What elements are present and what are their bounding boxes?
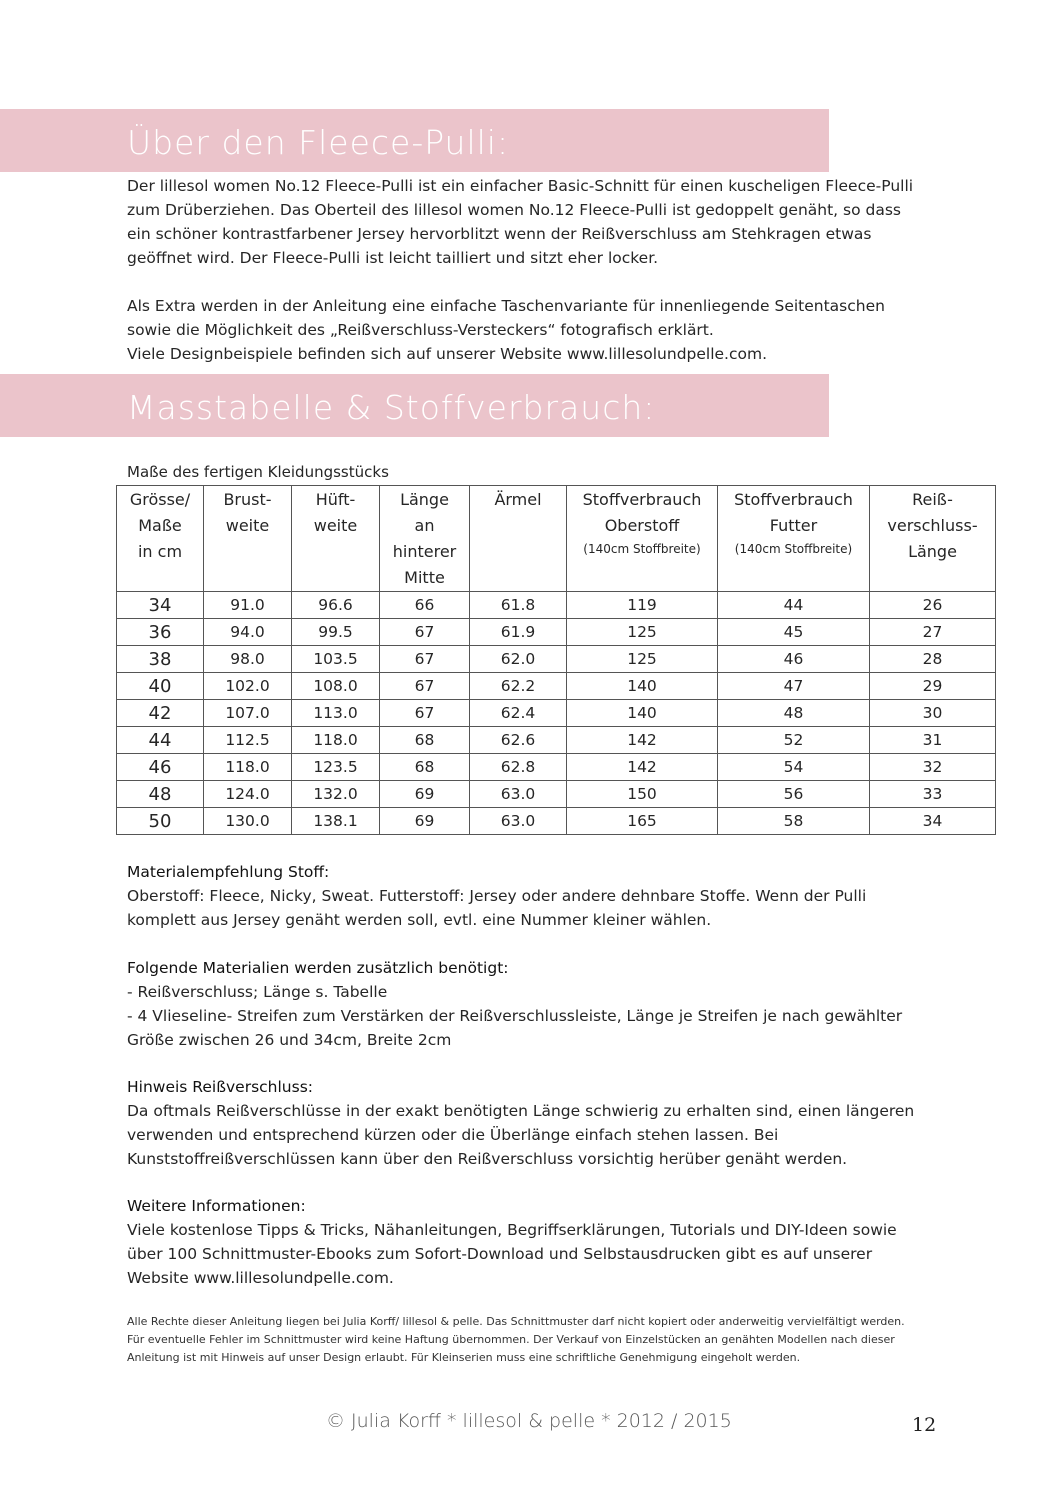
table-cell: 67	[380, 700, 470, 727]
text-line: Der lillesol women No.12 Fleece-Pulli ist ein einfacher Basic-Schnitt für einen kuscheligen Fleece-Pulli	[127, 177, 914, 195]
column-header-line: Oberstoff	[604, 516, 680, 535]
extras-section	[127, 956, 947, 1052]
table-cell: 26	[870, 592, 996, 619]
zipper-note-heading: Hinweis Reißverschluss:	[127, 1078, 313, 1096]
zipper-note-section	[127, 1075, 947, 1171]
footer-copyright: © Julia Korff * lillesol & pelle * 2012 / 2015	[326, 1410, 732, 1432]
table-header-row	[117, 486, 996, 592]
table-cell: 27	[870, 619, 996, 646]
table-title: Masstabelle & Stoffverbrauch:	[127, 388, 656, 427]
table-cell: 67	[380, 619, 470, 646]
column-header-line: Ärmel	[494, 490, 542, 509]
table-cell: 29	[870, 673, 996, 700]
table-cell: 138.1	[292, 808, 380, 835]
text-line: komplett aus Jersey genäht werden soll, evtl. eine Nummer kleiner wählen.	[127, 911, 712, 929]
table-cell: 99.5	[292, 619, 380, 646]
table-cell: 67	[380, 646, 470, 673]
size-cell: 34	[117, 592, 204, 619]
table-cell: 52	[718, 727, 870, 754]
column-header-line: in cm	[137, 542, 183, 561]
text-line: Als Extra werden in der Anleitung eine einfache Taschenvariante für innenliegende Seitentaschen	[127, 297, 885, 315]
table-cell: 28	[870, 646, 996, 673]
text-line: ein schöner kontrastfarbener Jersey hervorblitzt wenn der Reißverschluss am Stehkragen etwas	[127, 225, 872, 243]
table-cell: 142	[567, 727, 718, 754]
legal-line: Anleitung ist mit Hinweis auf unser Design erlaubt. Für Kleinserien muss eine schriftliche Genehmigung eingeholt werden.	[127, 1351, 801, 1364]
table-cell: 63.0	[470, 808, 567, 835]
table-row	[117, 619, 996, 646]
table-cell: 68	[380, 727, 470, 754]
size-cell: 36	[117, 619, 204, 646]
table-cell: 62.2	[470, 673, 567, 700]
column-header-line: Maße	[138, 516, 182, 535]
table-cell: 56	[718, 781, 870, 808]
table-row	[117, 646, 996, 673]
extras-heading: Folgende Materialien werden zusätzlich benötigt:	[127, 959, 509, 977]
text-line: sowie die Möglichkeit des „Reißverschluss-Versteckers“ fotografisch erklärt.	[127, 321, 714, 339]
column-header	[567, 486, 718, 592]
size-cell: 38	[117, 646, 204, 673]
table-cell: 58	[718, 808, 870, 835]
text-line: verwenden und entsprechend kürzen oder die Überlänge einfach stehen lassen. Bei	[127, 1126, 779, 1144]
column-header-line: Hüft-	[315, 490, 356, 509]
table-cell: 31	[870, 727, 996, 754]
column-header	[470, 486, 567, 592]
table-cell: 130.0	[204, 808, 292, 835]
legal-notice	[127, 1313, 957, 1367]
table-cell: 112.5	[204, 727, 292, 754]
table-row	[117, 592, 996, 619]
size-cell: 42	[117, 700, 204, 727]
about-paragraph-2	[127, 294, 927, 366]
table-cell: 34	[870, 808, 996, 835]
table-cell: 91.0	[204, 592, 292, 619]
size-cell: 48	[117, 781, 204, 808]
text-line: Viele Designbeispiele befinden sich auf unserer Website www.lillesolundpelle.com.	[127, 345, 768, 363]
table-cell: 108.0	[292, 673, 380, 700]
column-header-note: (140cm Stoffbreite)	[583, 542, 701, 556]
size-cell: 44	[117, 727, 204, 754]
more-info-section	[127, 1194, 947, 1290]
column-header-line: weite	[225, 516, 270, 535]
legal-line: Für eventuelle Fehler im Schnittmuster wird keine Haftung übernommen. Der Verkauf von Einzelstücken an genähten Modellen nach dieser	[127, 1333, 895, 1346]
column-header	[117, 486, 204, 592]
table-row	[117, 673, 996, 700]
column-header-line: hinterer	[392, 542, 457, 561]
table-cell: 44	[718, 592, 870, 619]
about-banner	[0, 109, 829, 172]
text-line: geöffnet wird. Der Fleece-Pulli ist leicht tailliert und sitzt eher locker.	[127, 249, 659, 267]
column-header-note: (140cm Stoffbreite)	[734, 542, 853, 556]
text-line: Kunststoffreißverschlüssen kann über den Reißverschluss vorsichtig herüber genäht werden.	[127, 1150, 848, 1168]
text-line: über 100 Schnittmuster-Ebooks zum Sofort-Download und Selbstausdrucken gibt es auf unserer	[127, 1245, 873, 1263]
table-cell: 32	[870, 754, 996, 781]
table-cell: 123.5	[292, 754, 380, 781]
table-cell: 61.9	[470, 619, 567, 646]
legal-line: Alle Rechte dieser Anleitung liegen bei Julia Korff/ lillesol & pelle. Das Schnittmuster darf nicht kopiert oder anderweitig vervielfältigt werden.	[127, 1315, 905, 1328]
table-cell: 125	[567, 646, 718, 673]
column-header-line: Grösse/	[129, 490, 191, 509]
table-cell: 102.0	[204, 673, 292, 700]
column-header-line: Reiß-	[912, 490, 953, 509]
text-line: Website www.lillesolundpelle.com.	[127, 1269, 394, 1287]
text-line: Größe zwischen 26 und 34cm, Breite 2cm	[127, 1031, 452, 1049]
size-cell: 46	[117, 754, 204, 781]
column-header-line: Brust-	[223, 490, 272, 509]
column-header-line: Futter	[769, 516, 818, 535]
table-cell: 94.0	[204, 619, 292, 646]
text-line: - Reißverschluss; Länge s. Tabelle	[127, 983, 388, 1001]
table-cell: 67	[380, 673, 470, 700]
material-section	[127, 860, 947, 932]
table-cell: 142	[567, 754, 718, 781]
size-cell: 40	[117, 673, 204, 700]
table-cell: 33	[870, 781, 996, 808]
table-cell: 69	[380, 808, 470, 835]
table-row	[117, 754, 996, 781]
table-row	[117, 781, 996, 808]
table-row	[117, 727, 996, 754]
table-cell: 62.6	[470, 727, 567, 754]
table-cell: 54	[718, 754, 870, 781]
table-cell: 62.0	[470, 646, 567, 673]
column-header-line: Stoffverbrauch	[582, 490, 702, 509]
column-header-line: an	[414, 516, 435, 535]
table-cell: 132.0	[292, 781, 380, 808]
more-info-heading: Weitere Informationen:	[127, 1197, 306, 1215]
column-header	[718, 486, 870, 592]
text-line: zum Drüberziehen. Das Oberteil des lillesol women No.12 Fleece-Pulli ist gedoppelt genäht, so dass	[127, 201, 902, 219]
table-cell: 96.6	[292, 592, 380, 619]
table-cell: 150	[567, 781, 718, 808]
table-cell: 46	[718, 646, 870, 673]
size-table	[116, 485, 996, 835]
table-cell: 140	[567, 700, 718, 727]
table-row	[117, 700, 996, 727]
table-cell: 68	[380, 754, 470, 781]
table-cell: 113.0	[292, 700, 380, 727]
table-cell: 165	[567, 808, 718, 835]
text-line: Da oftmals Reißverschlüsse in der exakt benötigten Länge schwierig zu erhalten sind, einen längeren	[127, 1102, 915, 1120]
text-line: Viele kostenlose Tipps & Tricks, Nähanleitungen, Begriffserklärungen, Tutorials und DIY-Ideen sowie	[127, 1221, 897, 1239]
column-header-line: weite	[313, 516, 358, 535]
table-banner	[0, 374, 829, 437]
table-cell: 30	[870, 700, 996, 727]
table-cell: 48	[718, 700, 870, 727]
table-cell: 62.8	[470, 754, 567, 781]
column-header	[380, 486, 470, 592]
column-header-line: verschluss-	[887, 516, 978, 535]
table-cell: 124.0	[204, 781, 292, 808]
column-header	[204, 486, 292, 592]
table-cell: 66	[380, 592, 470, 619]
table-cell: 45	[718, 619, 870, 646]
table-cell: 47	[718, 673, 870, 700]
about-title: Über den Fleece-Pulli:	[127, 123, 510, 162]
table-row	[117, 808, 996, 835]
table-cell: 61.8	[470, 592, 567, 619]
table-caption: Maße des fertigen Kleidungsstücks	[127, 463, 389, 481]
table-cell: 69	[380, 781, 470, 808]
table-cell: 118.0	[292, 727, 380, 754]
about-paragraph-1	[127, 174, 927, 270]
table-cell: 125	[567, 619, 718, 646]
column-header-line: Stoffverbrauch	[734, 490, 853, 509]
table-cell: 119	[567, 592, 718, 619]
column-header	[870, 486, 996, 592]
page-number: 12	[912, 1414, 937, 1436]
table-cell: 98.0	[204, 646, 292, 673]
material-heading: Materialempfehlung Stoff:	[127, 863, 330, 881]
table-cell: 118.0	[204, 754, 292, 781]
table-cell: 107.0	[204, 700, 292, 727]
table-cell: 140	[567, 673, 718, 700]
table-cell: 63.0	[470, 781, 567, 808]
text-line: Oberstoff: Fleece, Nicky, Sweat. Futterstoff: Jersey oder andere dehnbare Stoffe. Wenn der Pulli	[127, 887, 867, 905]
size-cell: 50	[117, 808, 204, 835]
column-header-line: Länge	[908, 542, 957, 561]
column-header-line: Länge	[400, 490, 449, 509]
table-cell: 62.4	[470, 700, 567, 727]
column-header	[292, 486, 380, 592]
text-line: - 4 Vlieseline- Streifen zum Verstärken der Reißverschlussleiste, Länge je Streifen je nach gewählter	[127, 1007, 903, 1025]
column-header-line: Mitte	[404, 568, 445, 587]
table-cell: 103.5	[292, 646, 380, 673]
